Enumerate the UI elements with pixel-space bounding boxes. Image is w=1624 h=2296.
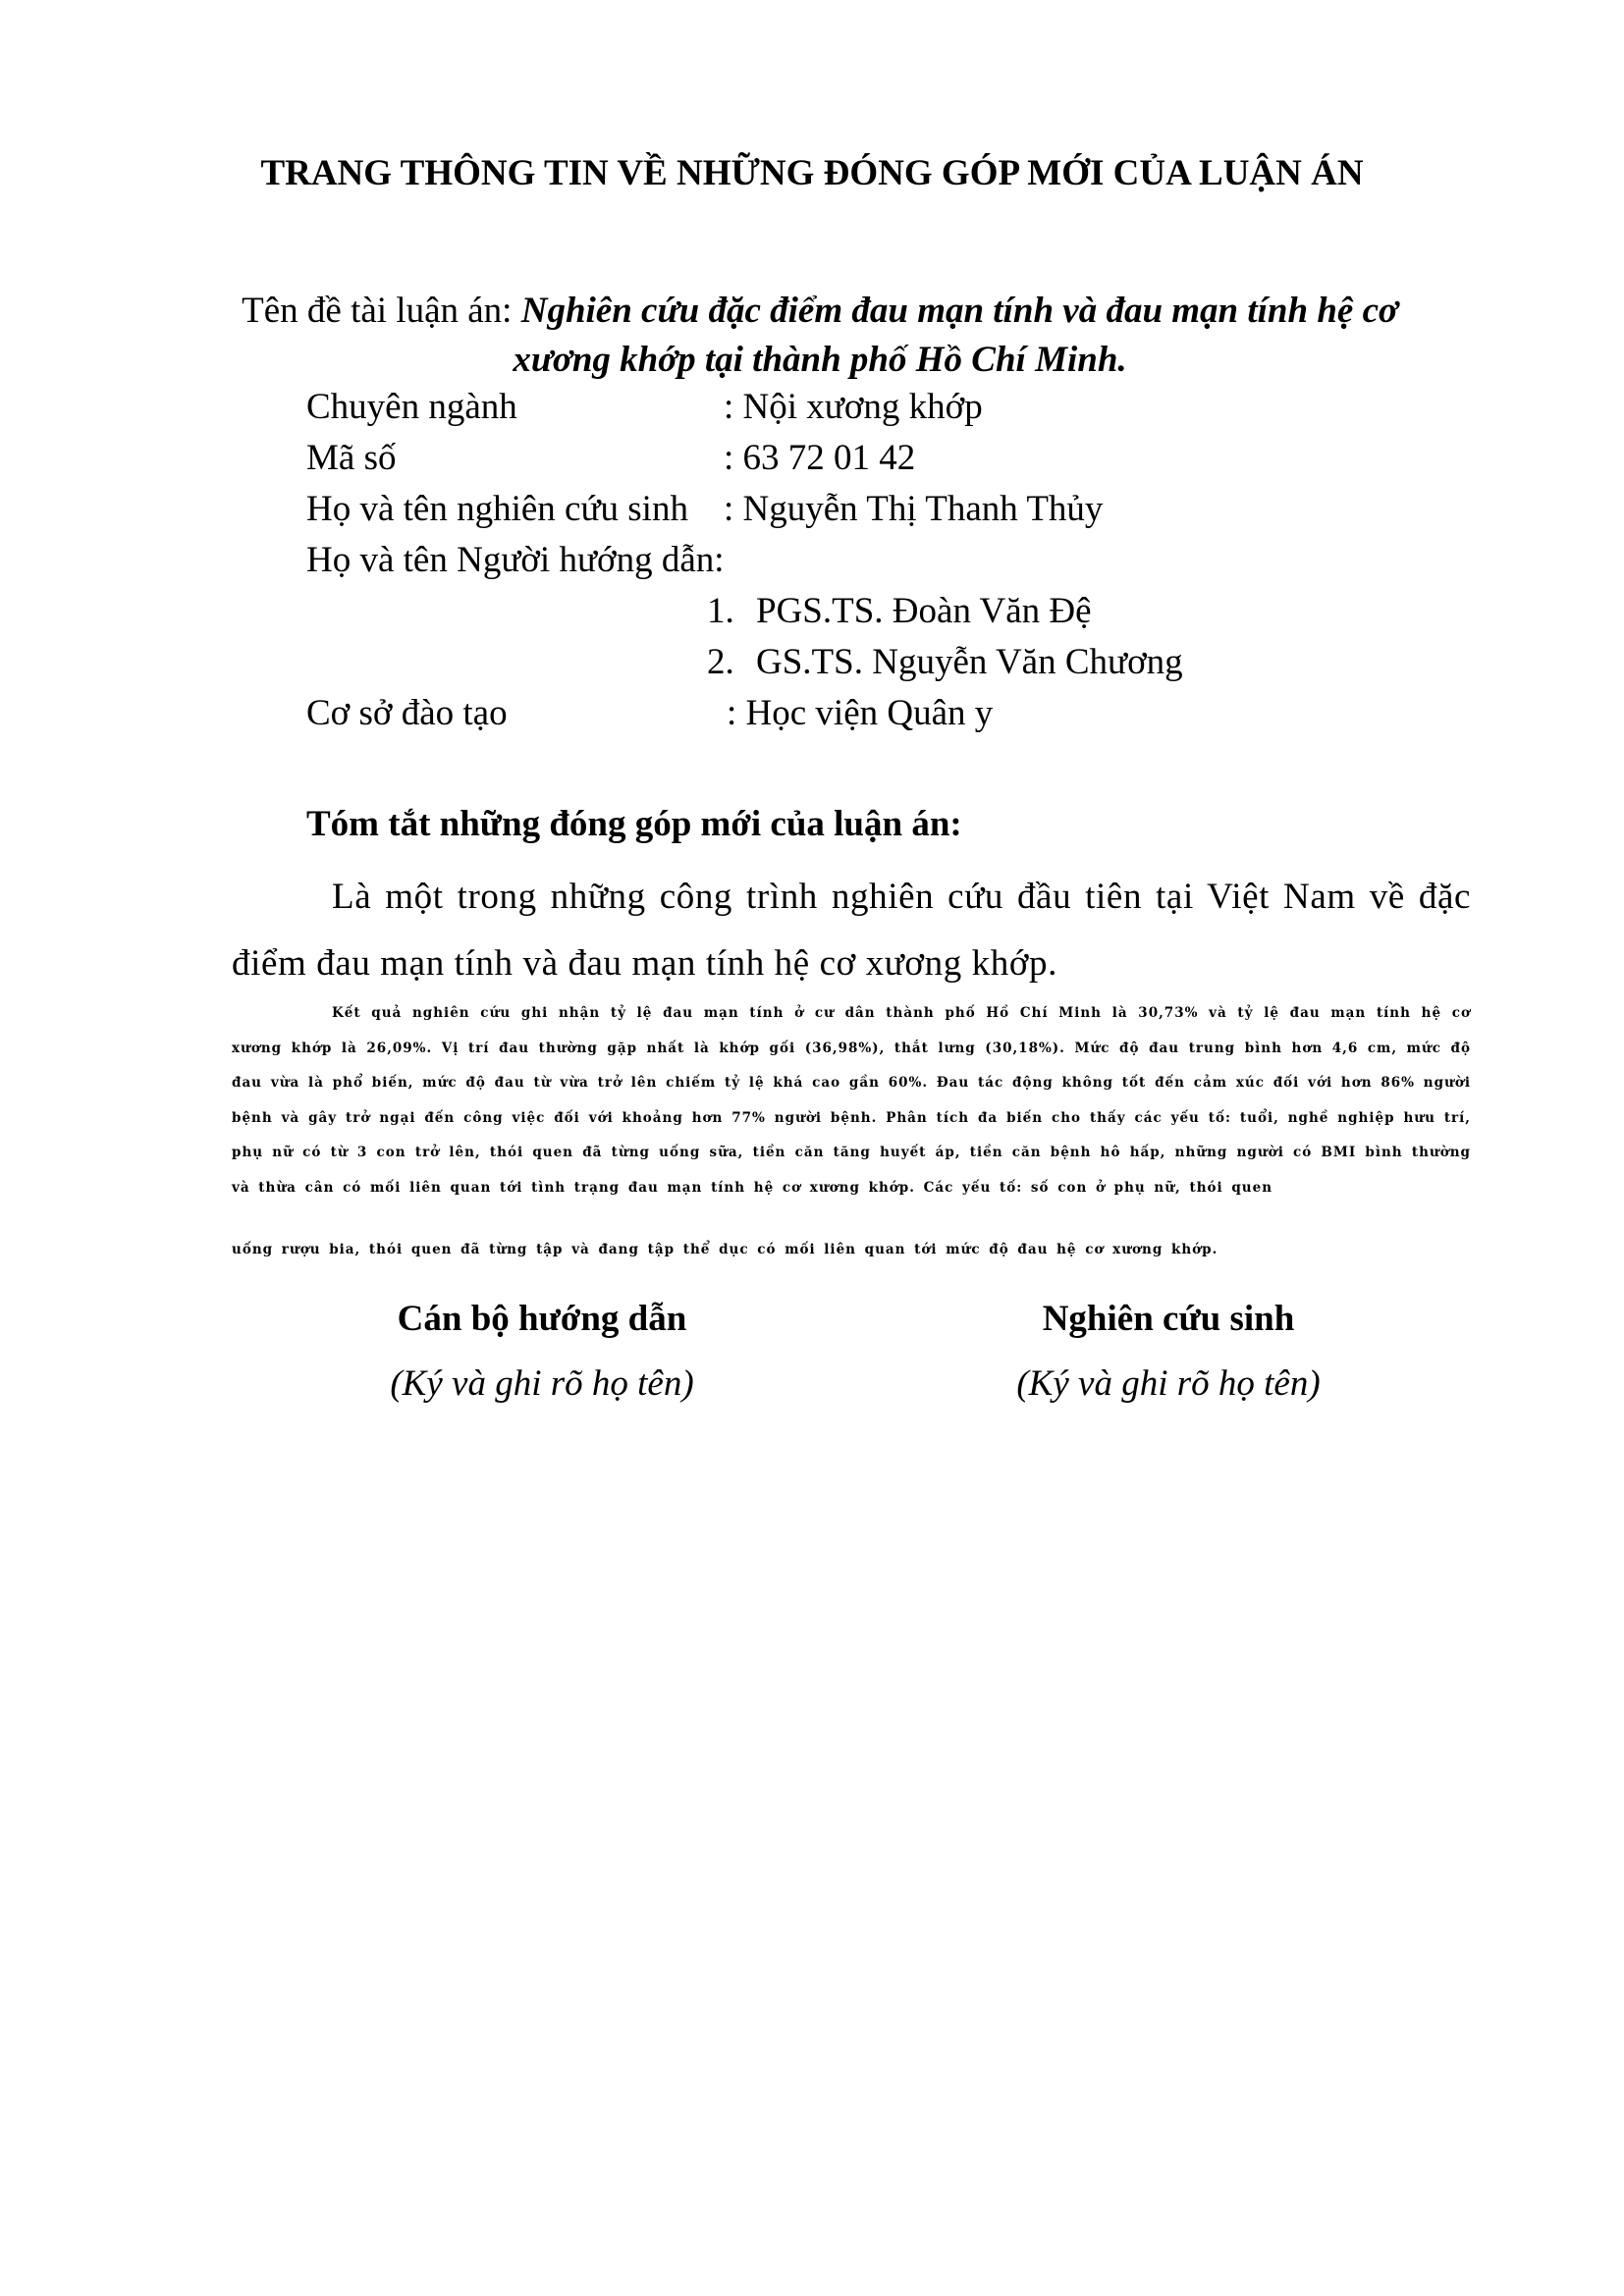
advisor-name: GS.TS. Nguyễn Văn Chương	[756, 642, 1183, 682]
summary-detail-tail: uống rượu bia, thói quen đã từng tập và đang tập thể dục có mối liên quan tới mức độ đau hệ cơ xương khớp.	[232, 1242, 1218, 1257]
advisor-number: 2.	[707, 642, 734, 682]
thesis-title-label: Tên đề tài luận án:	[242, 291, 521, 331]
thesis-title	[206, 287, 1434, 385]
advisor-name: PGS.TS. Đoàn Văn Đệ	[756, 591, 1092, 631]
info-value-student: : Nguyễn Thị Thanh Thủy	[724, 489, 1104, 529]
summary-detail-paragraph: Kết quả nghiên cứu ghi nhận tỷ lệ đau mạn tính ở cư dân thành phố Hồ Chí Minh là 30,73% và tỷ lệ đau mạn tính hệ cơ xương khớp là 26,09%. Vị trí đau thường gặp nhất là khớp gối (36,98%), thắt lưng (30,18%). Mức độ đau trung bình hơn 4,6 cm, mức độ đau vừa là phổ biến, mức độ đau từ vừa trở lên chiếm tỷ lệ khá cao gần 60%. Đau tác động không tốt đến cảm xúc đối với hơn 86% người bệnh và gây trở ngại đến công việc đối với khoảng hơn 77% người bệnh. Phân tích đa biến cho thấy các yếu tố: tuổi, nghề nghiệp hưu trí, phụ nữ có từ 3 con trở lên, thói quen đã từng uống sữa, tiền căn tăng huyết áp, tiền căn bệnh hô hấp, những người có BMI bình thường và thừa cân có mối liên quan tới tình trạng đau mạn tính hệ cơ xương khớp. Các yếu tố: số con ở phụ nữ, thói quen	[232, 1005, 1471, 1196]
advisor-number: 1.	[707, 591, 734, 631]
info-value-major: : Nội xương khớp	[724, 387, 983, 427]
page-title: TRANG THÔNG TIN VỀ NHỮNG ĐÓNG GÓP MỚI CỦA LUẬN ÁN	[260, 153, 1364, 193]
signature-note-student: (Ký và ghi rõ họ tên)	[1016, 1363, 1321, 1404]
info-label-advisors: Họ và tên Người hướng dẫn:	[306, 540, 725, 580]
info-value-code: : 63 72 01 42	[724, 438, 916, 478]
signature-role-student: Nghiên cứu sinh	[1042, 1299, 1295, 1339]
info-label-institution: Cơ sở đào tạo	[306, 693, 508, 733]
info-label-major: Chuyên ngành	[306, 387, 517, 427]
info-label-student: Họ và tên nghiên cứu sinh	[306, 489, 688, 529]
signature-role-advisor: Cán bộ hướng dẫn	[397, 1299, 687, 1339]
signature-block-advisor	[247, 1294, 837, 1410]
signature-note-advisor: (Ký và ghi rõ họ tên)	[390, 1363, 694, 1404]
summary-lead-paragraph: Là một trong những công trình nghiên cứu đầu tiên tại Việt Nam về đặc điểm đau mạn tính và đau mạn tính hệ cơ xương khớp.	[232, 877, 1471, 984]
summary-heading: Tóm tắt những đóng góp mới của luận án:	[306, 804, 962, 844]
info-value-institution: : Học viện Quân y	[727, 693, 994, 733]
thesis-title-value: Nghiên cứu đặc điểm đau mạn tính và đau mạn tính hệ cơ xương khớp tại thành phố Hồ Chí Minh.	[513, 291, 1398, 380]
signature-block-student	[874, 1294, 1463, 1410]
info-label-code: Mã số	[306, 438, 397, 478]
